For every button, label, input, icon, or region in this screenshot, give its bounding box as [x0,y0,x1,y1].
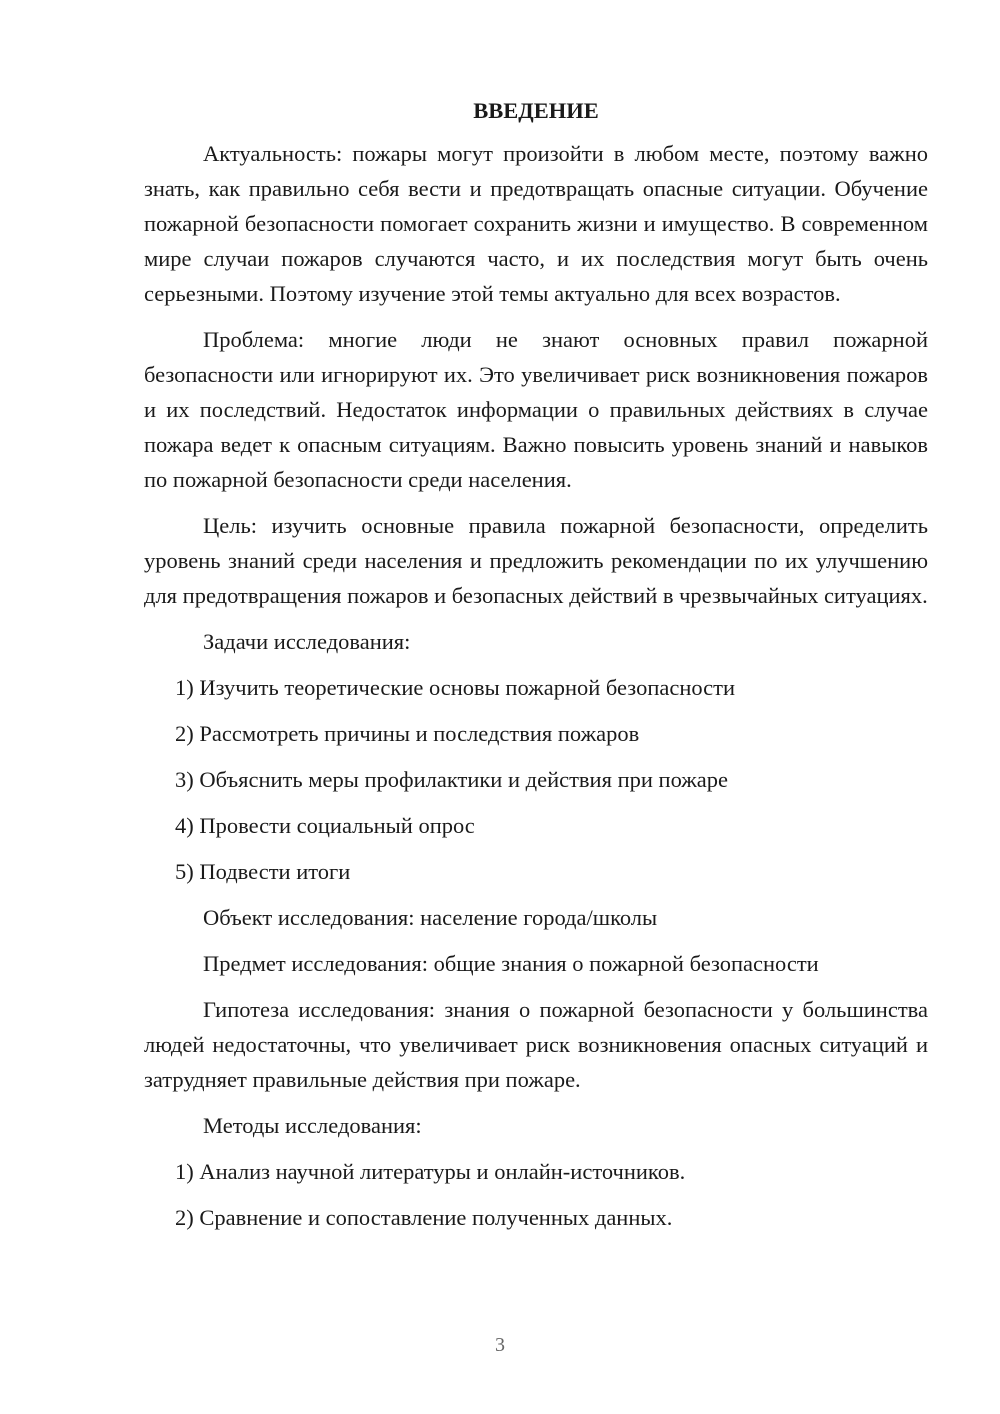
method-item: 1) Анализ научной литературы и онлайн-источников. [175,1159,686,1184]
page-title: ВВЕДЕНИЕ [473,98,599,123]
task-item: 1) Изучить теоретические основы пожарной безопасности [175,675,736,700]
goal-paragraph: Цель: изучить основные правила пожарной безопасности, определить уровень знаний среди населения и предложить рекомендации по их улучшению для предотвращения пожаров и безопасных действий в чрезвычайных ситуациях. [144,513,928,608]
task-item: 5) Подвести итоги [175,859,351,884]
page-content [144,96,928,1246]
research-subject: Предмет исследования: общие знания о пожарной безопасности [203,951,819,976]
page-number: 3 [495,1334,505,1356]
task-item: 4) Провести социальный опрос [175,813,475,838]
tasks-heading: Задачи исследования: [203,629,411,654]
task-item: 2) Рассмотреть причины и последствия пожаров [175,721,640,746]
relevance-paragraph: Актуальность: пожары могут произойти в любом месте, поэтому важно знать, как правильно себя вести и предотвращать опасные ситуации. Обучение пожарной безопасности помогает сохранить жизни и имущество. В современном мире случаи пожаров случаются часто, и их последствия могут быть очень серьезными. Поэтому изучение этой темы актуально для всех возрастов. [144,141,928,306]
method-item: 2) Сравнение и сопоставление полученных данных. [175,1205,673,1230]
task-item: 3) Объяснить меры профилактики и действия при пожаре [175,767,729,792]
research-object: Объект исследования: население города/школы [203,905,658,930]
hypothesis-paragraph: Гипотеза исследования: знания о пожарной безопасности у большинства людей недостаточны, что увеличивает риск возникновения опасных ситуаций и затрудняет правильные действия при пожаре. [144,997,928,1092]
methods-heading: Методы исследования: [203,1113,422,1138]
problem-paragraph: Проблема: многие люди не знают основных правил пожарной безопасности или игнорируют их. Это увеличивает риск возникновения пожаров и их последствий. Недостаток информации о правильных действиях в случае пожара ведет к опасным ситуациям. Важно повысить уровень знаний и навыков по пожарной безопасности среди населения. [144,327,928,492]
